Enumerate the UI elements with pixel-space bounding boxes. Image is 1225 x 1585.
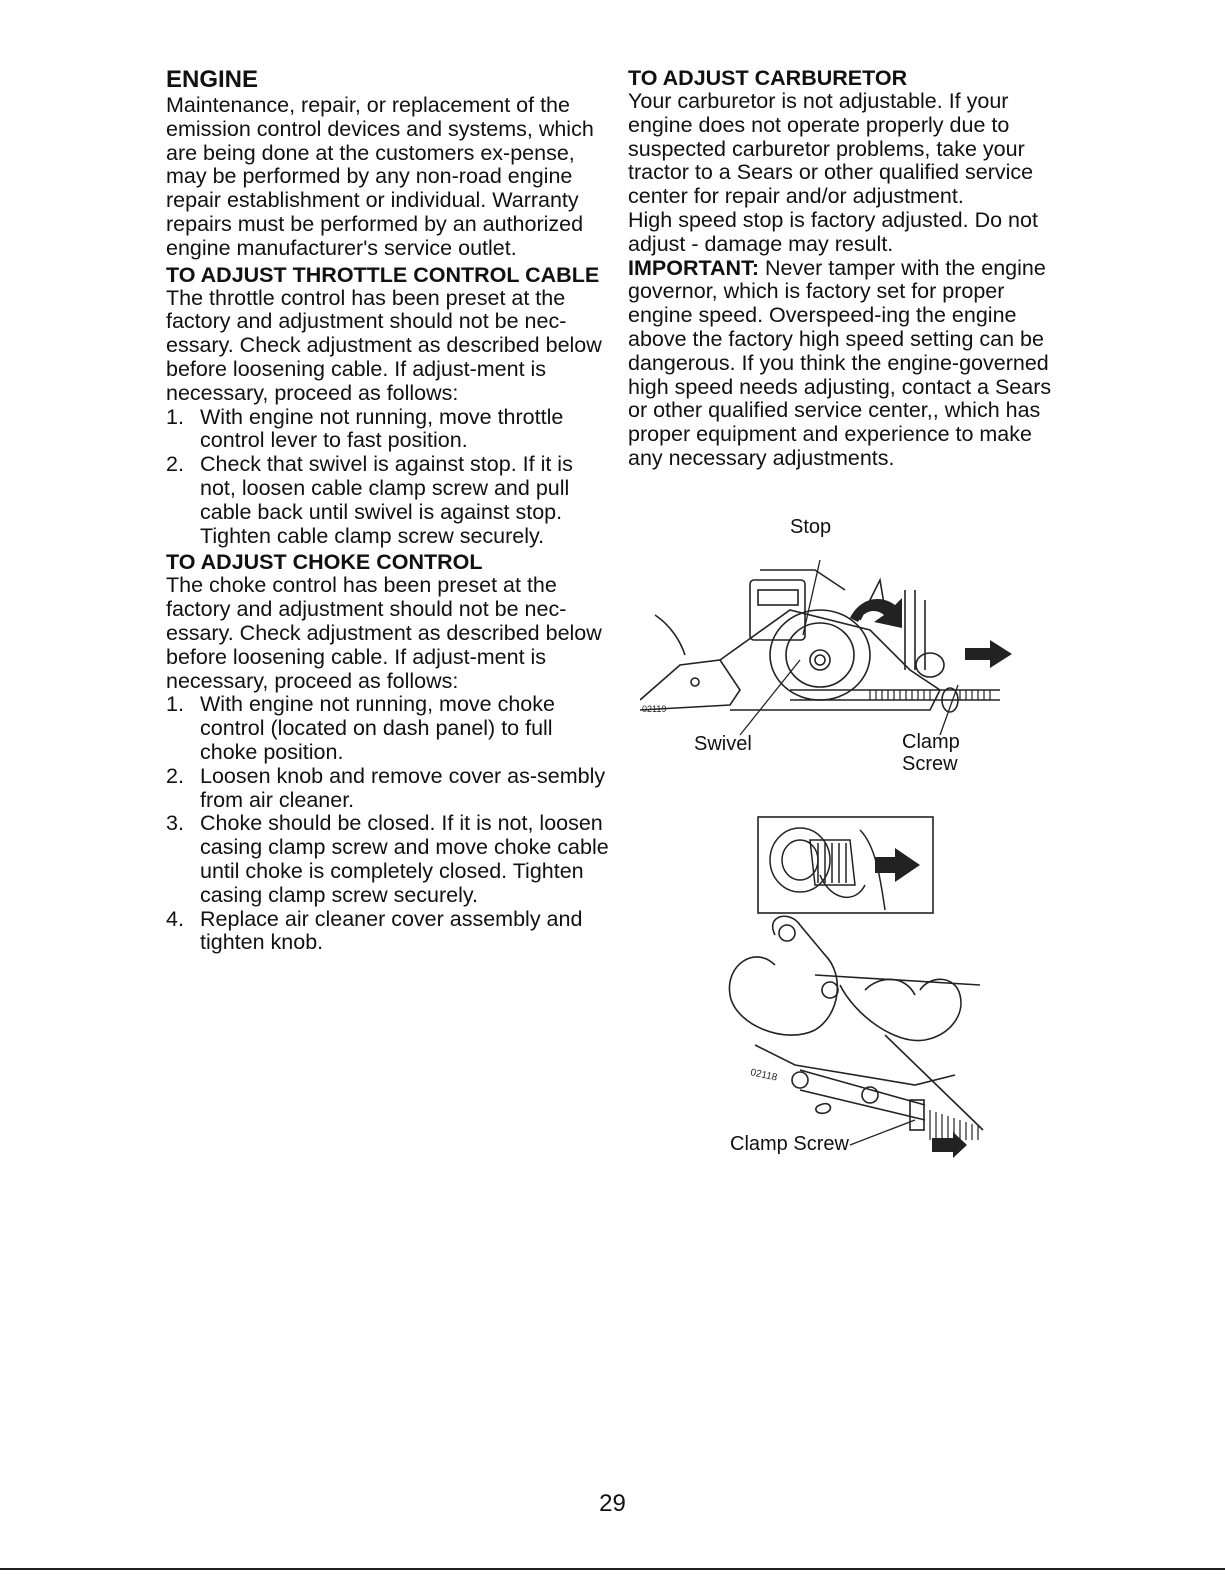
throttle-figure	[640, 560, 1020, 740]
important-paragraph	[628, 257, 1068, 471]
carburetor-heading: TO ADJUST CARBURETOR	[628, 66, 908, 90]
step-number: 1.	[166, 404, 184, 429]
rotate-arrow-icon	[850, 598, 902, 628]
right-arrow-icon	[965, 640, 1012, 668]
swivel-callout: Swivel	[694, 733, 752, 755]
clamp-screw-callout: Clamp Screw	[730, 1133, 849, 1155]
step-text: With engine not running, move choke control (located on dash panel) to full choke position.	[200, 692, 555, 764]
step-number: 4.	[166, 906, 184, 931]
right-arrow-icon	[932, 1132, 967, 1158]
choke-figure	[715, 815, 995, 1160]
step-number: 3.	[166, 811, 184, 836]
step-text: Check that swivel is against stop. If it is not, loosen cable clamp screw and pull cable back until swivel is against stop. Tighten cable clamp screw securely.	[200, 452, 573, 548]
throttle-paragraph: The throttle control has been preset at the factory and adjustment should not be nec-essary. Check adjustment as described below before loosening cable. If adjust-ment is necessary, proceed as follows:	[166, 285, 602, 405]
list-item	[166, 765, 611, 813]
throttle-steps-list	[166, 406, 611, 549]
high-speed-paragraph: High speed stop is factory adjusted. Do not adjust - damage may result.	[628, 207, 1038, 256]
step-text: Loosen knob and remove cover as-sembly from air cleaner.	[200, 763, 606, 812]
choke-assembly-illustration	[715, 815, 995, 1160]
engine-paragraph: Maintenance, repair, or replacement of the emission control devices and systems, which are being done at the customers ex-pense, may be performed by any non-road engine repair establishment or individual. Warranty repairs must be performed by an authorized engine manufacturer's service outlet.	[166, 93, 594, 260]
step-number: 2.	[166, 452, 184, 477]
list-item	[166, 453, 611, 548]
clamp-callout-line1: Clamp	[902, 731, 960, 753]
list-item	[166, 693, 611, 764]
important-label: IMPORTANT:	[628, 255, 759, 280]
choke-steps-list	[166, 693, 611, 955]
choke-paragraph: The choke control has been preset at the factory and adjustment should not be nec-essary. Check adjustment as described below before loosening cable. If adjust-ment is necessary, proceed as follows:	[166, 573, 602, 693]
step-text: Replace air cleaner cover assembly and tighten knob.	[200, 906, 583, 955]
clamp-callout-line2: Screw	[902, 753, 958, 775]
page-number: 29	[599, 1490, 626, 1517]
step-text: With engine not running, move throttle control lever to fast position.	[200, 404, 564, 453]
left-column	[166, 66, 611, 955]
list-item	[166, 406, 611, 454]
engine-heading: ENGINE	[166, 66, 259, 93]
stop-callout: Stop	[790, 516, 832, 538]
figure-code: 02118	[749, 1067, 779, 1084]
throttle-heading: TO ADJUST THROTTLE CONTROL CABLE	[166, 262, 600, 287]
step-number: 1.	[166, 692, 184, 717]
list-item	[166, 812, 611, 907]
throttle-linkage-illustration	[640, 560, 1020, 740]
step-number: 2.	[166, 763, 184, 788]
figure-code: 02119	[642, 704, 667, 714]
carburetor-paragraph: Your carburetor is not adjustable. If your engine does not operate properly due to suspected carburetor problems, take your tractor to a Sears or other qualified service center for repair and/or adjustment.	[628, 89, 1034, 209]
swivel-leader-line	[740, 660, 800, 735]
bottom-rule	[0, 1568, 1225, 1570]
right-column	[628, 66, 1068, 471]
step-text: Choke should be closed. If it is not, loosen casing clamp screw and move choke cable until choke is completely closed. Tighten casing clamp screw securely.	[200, 811, 609, 907]
clamp-screw-leader-line	[850, 1120, 915, 1145]
important-text: Never tamper with the engine governor, which is factory set for proper engine speed. Overspeed-ing the engine above the factory high speed setting can be dangerous. If you think the engine-governed high speed needs adjusting, contact a Sears or other qualified service center,, which has proper equipment and experience to make any necessary adjustments.	[628, 255, 1052, 470]
list-item	[166, 908, 611, 956]
choke-heading: TO ADJUST CHOKE CONTROL	[166, 550, 483, 575]
